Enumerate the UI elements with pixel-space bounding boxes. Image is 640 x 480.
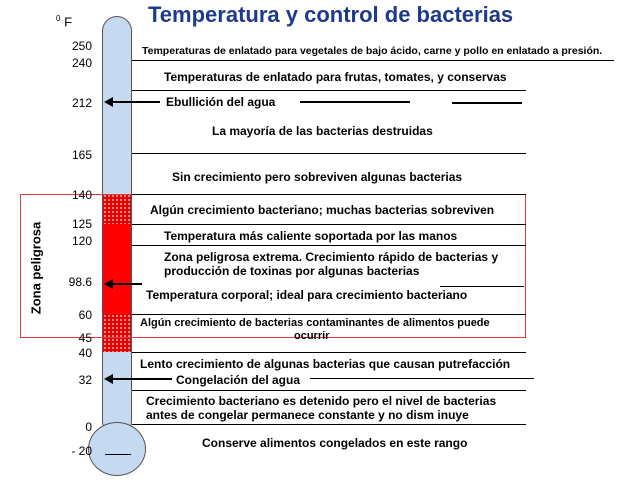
- tick-label: 32: [78, 373, 92, 387]
- arrow-212-tail: [300, 101, 410, 103]
- row-text-60-1: Algún crecimiento de bacterias contaminantes de alimentos puede: [140, 317, 490, 329]
- tick-label: 120: [71, 234, 92, 248]
- row-text-32: Congelación del agua: [176, 373, 301, 387]
- tick-label: 45: [78, 331, 92, 345]
- divider-line: [132, 245, 526, 246]
- divider-line: [132, 153, 526, 154]
- row-text-125: Algún crecimiento bacteriano; muchas bacterias sobreviven: [150, 203, 495, 217]
- row-text-98: Temperatura corporal; ideal para crecimiento bacteriano: [146, 288, 468, 302]
- row-text-extreme-2: producción de toxinas por algunas bacterias: [164, 264, 420, 278]
- row-text-140: Sin crecimiento pero sobreviven algunas bacterias: [172, 170, 463, 184]
- row-text-40: Lento crecimiento de algunas bacterias que causan putrefacción: [140, 357, 511, 371]
- divider-line: [105, 454, 131, 455]
- divider-line: [132, 424, 526, 425]
- tick-label: 0: [85, 420, 92, 434]
- tick-label: 125: [71, 217, 92, 231]
- row-text-0-2: antes de congelar permanece constante y no dism inuye: [146, 408, 469, 422]
- divider-line: [132, 60, 614, 61]
- danger-zone-label: Zona peligrosa: [28, 221, 44, 315]
- row-text-240: Temperaturas de enlatado para frutas, tomates, y conservas: [164, 70, 507, 84]
- tick-label: 40: [78, 346, 92, 360]
- unit-letter: F: [64, 14, 73, 30]
- tick-label: 240: [71, 56, 92, 70]
- divider-line: [132, 90, 526, 91]
- row-text-120: Temperatura más caliente soportada por las manos: [164, 229, 458, 243]
- tick-label: 98.6: [68, 275, 92, 289]
- arrow-32-head: [104, 374, 113, 384]
- tick-label: 60: [78, 308, 92, 322]
- tick-label: 212: [71, 96, 92, 110]
- divider-line: [132, 352, 526, 353]
- arrow-98-line: [112, 283, 142, 285]
- row-text-60-2: ocurrir: [294, 330, 330, 342]
- divider-line: [310, 378, 534, 379]
- arrow-32-line: [112, 378, 172, 380]
- unit-label: [56, 14, 72, 29]
- divider-line: [440, 286, 524, 287]
- row-text-212: Ebullición del agua: [166, 95, 276, 109]
- divider-line: [132, 314, 526, 315]
- arrow-212-head: [104, 97, 113, 107]
- arrow-98-head: [104, 279, 113, 289]
- tick-label: 250: [71, 39, 92, 53]
- arrow-212-tail: [452, 102, 522, 104]
- row-text-neg20: Conserve alimentos congelados en este rango: [202, 436, 468, 450]
- thermometer-bulb: [88, 422, 146, 476]
- divider-line: [132, 224, 526, 225]
- row-text-0-1: Crecimiento bacteriano es detenido pero el nivel de bacterias: [146, 394, 497, 408]
- page-title: Temperatura y control de bacterias: [148, 2, 514, 27]
- divider-line: [132, 194, 526, 195]
- tick-label: 140: [71, 188, 92, 202]
- row-text-165: La mayoría de las bacterias destruidas: [212, 124, 433, 138]
- row-text-250: Temperaturas de enlatado para vegetales de bajo ácido, carne y pollo en enlatado a presión.: [142, 45, 603, 57]
- divider-line: [132, 390, 526, 391]
- tick-label: - 20: [71, 444, 92, 458]
- arrow-212-line: [112, 101, 160, 103]
- row-text-extreme-1: Zona peligrosa extrema. Crecimiento rápido de bacterias y: [164, 250, 499, 264]
- tick-label: 165: [71, 148, 92, 162]
- unit-degree: 0: [56, 14, 61, 23]
